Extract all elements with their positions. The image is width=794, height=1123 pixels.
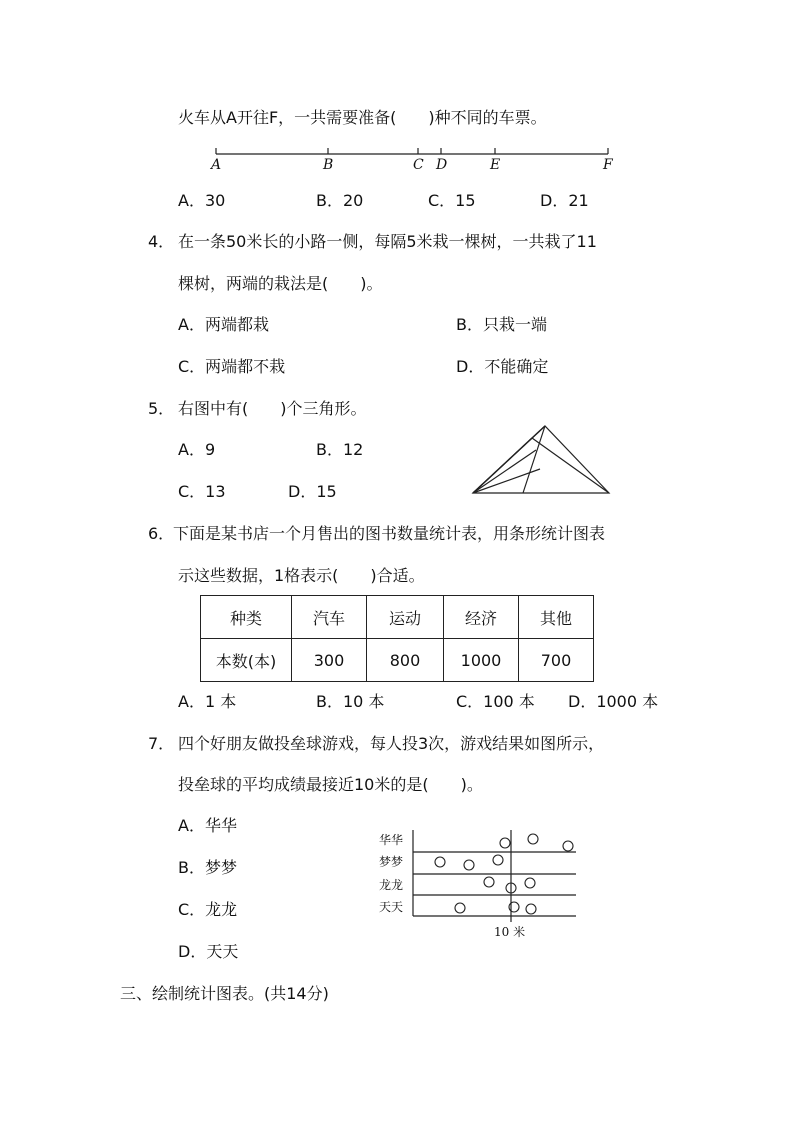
throw-dot	[435, 857, 445, 867]
chart-axis-label: 10 米	[494, 925, 526, 939]
q4-line1: 在一条50米长的小路一侧，每隔5米栽一棵树，一共栽了11	[178, 232, 597, 251]
q6-line2: 示这些数据，1格表示( )合适。	[178, 566, 425, 585]
q5-option-a[interactable]: A．9	[178, 440, 216, 459]
point-label-b: B	[323, 157, 334, 173]
throw-dot	[500, 838, 510, 848]
q3-line-diagram	[0, 140, 794, 180]
point-label-d: D	[436, 157, 448, 173]
table-cell: 800	[367, 639, 444, 682]
q3-option-b[interactable]: B．20	[316, 191, 364, 210]
q7-option-d[interactable]: D．天天	[178, 942, 239, 961]
table-row	[201, 639, 594, 682]
q5-number: 5．	[148, 399, 175, 418]
chart-name-tiantian: 天天	[379, 900, 404, 914]
throw-dot	[493, 855, 503, 865]
q3-option-a[interactable]: A．30	[178, 191, 226, 210]
table-cell: 300	[292, 639, 367, 682]
throw-dot	[563, 841, 573, 851]
q4-option-b[interactable]: B．只栽一端	[456, 315, 547, 334]
q7-line1: 四个好朋友做投垒球游戏，每人投3次，游戏结果如图所示，	[178, 734, 605, 753]
table-header-row	[201, 596, 594, 639]
q4-option-d[interactable]: D．不能确定	[456, 357, 549, 376]
book-sales-table	[200, 595, 594, 682]
throw-dot	[526, 904, 536, 914]
q3-option-d[interactable]: D．21	[540, 191, 589, 210]
q5-option-c[interactable]: C．13	[178, 482, 226, 501]
q7-option-a[interactable]: A．华华	[178, 816, 237, 835]
throw-dot	[455, 903, 465, 913]
q4-option-c[interactable]: C．两端都不栽	[178, 357, 286, 376]
table-cell: 700	[519, 639, 594, 682]
q5-stem: 右图中有( )个三角形。	[178, 399, 367, 418]
q3-stem: 火车从A开往F，一共需要准备( )种不同的车票。	[178, 108, 547, 127]
q6-option-c[interactable]: C．100 本	[456, 692, 535, 711]
triangle-figure	[468, 422, 618, 502]
throw-dot	[525, 878, 535, 888]
table-header-cell: 其他	[519, 596, 594, 639]
q7-option-c[interactable]: C．龙龙	[178, 900, 238, 919]
q5-option-d[interactable]: D．15	[288, 482, 337, 501]
throw-dot	[464, 860, 474, 870]
q6-option-b[interactable]: B．10 本	[316, 692, 385, 711]
chart-name-huahua: 华华	[379, 833, 404, 847]
table-header-cell: 经济	[444, 596, 519, 639]
q7-number: 7．	[148, 734, 175, 753]
q5-option-b[interactable]: B．12	[316, 440, 364, 459]
q4-option-a[interactable]: A．两端都栽	[178, 315, 269, 334]
table-header-cell: 运动	[367, 596, 444, 639]
chart-name-longlong: 龙龙	[379, 878, 404, 892]
point-label-e: E	[490, 157, 501, 173]
table-cell: 1000	[444, 639, 519, 682]
q7-line2: 投垒球的平均成绩最接近10米的是( )。	[178, 775, 483, 794]
q6-option-d[interactable]: D．1000 本	[568, 692, 659, 711]
q4-line2: 棵树，两端的栽法是( )。	[178, 274, 383, 293]
q7-option-b[interactable]: B．梦梦	[178, 858, 237, 877]
section3-title: 三、绘制统计图表。(共14分)	[120, 984, 329, 1003]
q3-option-c[interactable]: C．15	[428, 191, 476, 210]
throw-results-chart	[410, 825, 610, 925]
point-label-a: A	[211, 157, 222, 173]
point-label-c: C	[413, 157, 424, 173]
throw-dot	[484, 877, 494, 887]
chart-name-mengmeng: 梦梦	[379, 855, 404, 869]
table-header-cell: 汽车	[292, 596, 367, 639]
q6-number: 6．	[148, 524, 175, 543]
table-header-cell: 种类	[201, 596, 292, 639]
q6-line1: 下面是某书店一个月售出的图书数量统计表，用条形统计图表	[173, 524, 606, 543]
throw-dot	[528, 834, 538, 844]
table-row-label: 本数(本)	[201, 639, 292, 682]
q4-number: 4．	[148, 232, 175, 251]
point-label-f: F	[603, 157, 613, 173]
q6-option-a[interactable]: A．1 本	[178, 692, 237, 711]
